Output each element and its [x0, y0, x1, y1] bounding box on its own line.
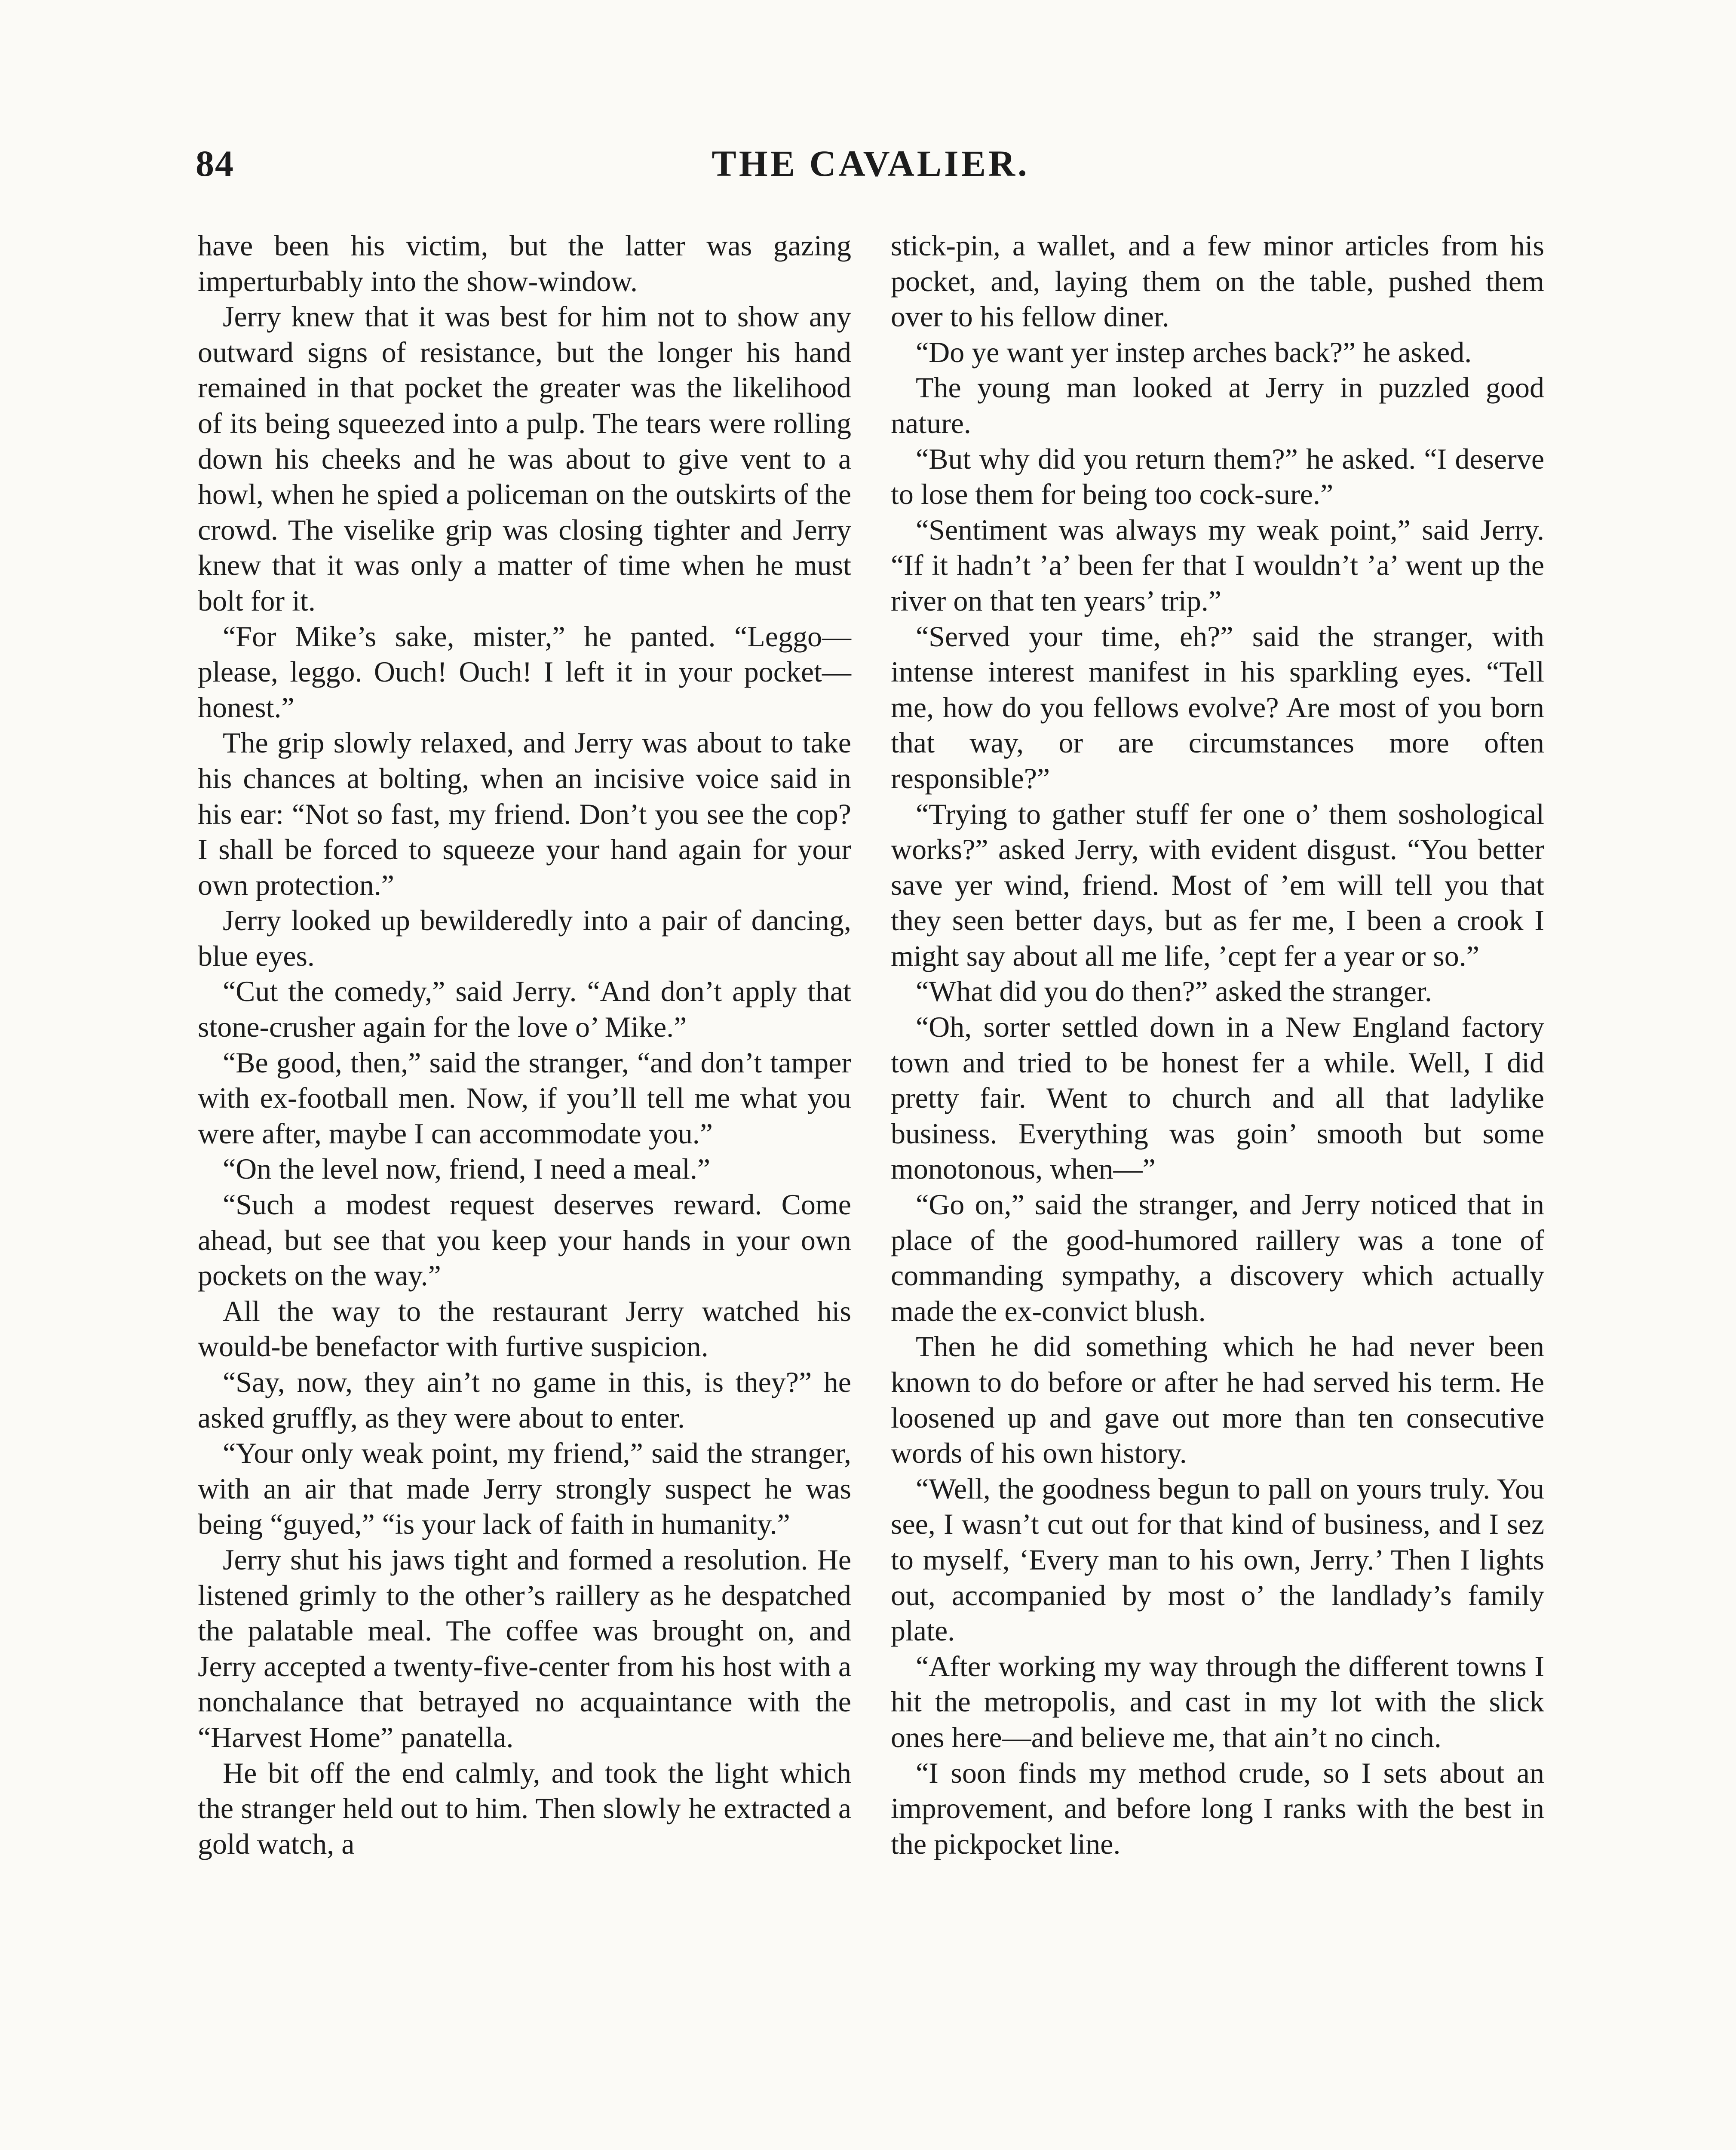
paragraph: “Your only weak point, my friend,” said the stranger, with an air that made Jerry strongly suspect he was being “guyed,” “is your lack of faith in humanity.” [198, 1437, 851, 1541]
paragraph: “Sentiment was always my weak point,” said Jerry. “If it hadn’t ’a’ been fer that I wouldn’t ’a’ went up the river on that ten years’ trip.” [891, 513, 1544, 617]
paragraph: All the way to the restaurant Jerry watched his would-be benefactor with furtive suspicion. [198, 1294, 851, 1363]
paragraph: He bit off the end calmly, and took the light which the stranger held out to him. Then slowly he extracted a gold watch, a [198, 1756, 851, 1860]
paragraph: “Served your time, eh?” said the stranger, with intense interest manifest in his sparkling eyes. “Tell me, how do you fellows evolve? Are most of you born that way, or are circumstances more often responsible?” [891, 620, 1544, 795]
paragraph: The young man looked at Jerry in puzzled good nature. [891, 371, 1544, 439]
paragraph: “What did you do then?” asked the stranger. [916, 975, 1432, 1008]
paragraph: “Be good, then,” said the stranger, “and don’t tamper with ex-football men. Now, if you’ll tell me what you were after, maybe I can accommodate you.” [198, 1046, 851, 1150]
paragraph: “I soon finds my method crude, so I sets about an improvement, and before long I ranks with the best in the pickpocket line. [891, 1756, 1544, 1860]
paragraph: “Well, the goodness begun to pall on yours truly. You see, I wasn’t cut out for that kind of business, and I sez to myself, ‘Every man to his own, Jerry.’ Then I lights out, accompanied by most o’ the landlady’s family plate. [891, 1472, 1544, 1647]
paragraph: “Do ye want yer instep arches back?” he asked. [916, 335, 1472, 369]
left-column [198, 228, 851, 1861]
paragraph: “But why did you return them?” he asked. “I deserve to lose them for being too cock-sure.” [891, 442, 1544, 511]
paragraph: have been his victim, but the latter was gazing imperturbably into the show-window. [198, 229, 851, 298]
paragraph: “Such a modest request deserves reward. Come ahead, but see that you keep your hands in your own pockets on the way.” [198, 1188, 851, 1292]
paragraph: “Cut the comedy,” said Jerry. “And don’t apply that stone-crusher again for the love o’ Mike.” [198, 975, 851, 1044]
paragraph: “After working my way through the different towns I hit the metropolis, and cast in my lot with the slick ones here—and believe me, that ain’t no cinch. [891, 1649, 1544, 1754]
right-column [891, 228, 1544, 1861]
paragraph: stick-pin, a wallet, and a few minor articles from his pocket, and, laying them on the table, pushed them over to his fellow diner. [891, 229, 1544, 333]
paragraph: The grip slowly relaxed, and Jerry was about to take his chances at bolting, when an incisive voice said in his ear: “Not so fast, my friend. Don’t you see the cop? I shall be forced to squeeze your hand again for your own protection.” [198, 726, 851, 901]
paragraph: Then he did something which he had never been known to do before or after he had served his term. He loosened up and gave out more than ten consecutive words of his own history. [891, 1330, 1544, 1470]
paragraph: “On the level now, friend, I need a meal.” [223, 1152, 711, 1186]
paragraph: “Go on,” said the stranger, and Jerry noticed that in place of the good-humored raillery was a tone of commanding sympathy, a discovery which actually made the ex-convict blush. [891, 1188, 1544, 1327]
page-number: 84 [196, 143, 234, 184]
paragraph: Jerry looked up bewilderedly into a pair of dancing, blue eyes. [198, 904, 851, 972]
running-title: THE CAVALIER. [712, 143, 1030, 184]
paragraph: “For Mike’s sake, mister,” he panted. “Leggo—please, leggo. Ouch! Ouch! I left it in your pocket—honest.” [198, 620, 851, 724]
paragraph: “Oh, sorter settled down in a New England factory town and tried to be honest fer a while. Well, I did pretty fair. Went to church and all that ladylike business. Everything was goin’ smooth but some monotonous, when—” [891, 1010, 1544, 1186]
paragraph: Jerry knew that it was best for him not to show any outward signs of resistance, but the longer his hand remained in that pocket the greater was the likelihood of its being squeezed into a pulp. The tears were rolling down his cheeks and he was about to give vent to a howl, when he spied a policeman on the outskirts of the crowd. The viselike grip was closing tighter and Jerry knew that it was only a matter of time when he must bolt for it. [198, 300, 851, 617]
page-header [196, 142, 1546, 202]
paragraph: Jerry shut his jaws tight and formed a resolution. He listened grimly to the other’s raillery as he despatched the palatable meal. The coffee was brought on, and Jerry accepted a twenty-five-center from his host with a nonchalance that betrayed no acquaintance with the “Harvest Home” panatella. [198, 1543, 851, 1754]
paragraph: “Say, now, they ain’t no game in this, is they?” he asked gruffly, as they were about to enter. [198, 1366, 851, 1434]
paragraph: “Trying to gather stuff fer one o’ them soshological works?” asked Jerry, with evident disgust. “You better save yer wind, friend. Most of ’em will tell you that they seen better days, but as fer me, I been a crook I might say about all me life, ’cept fer a year or so.” [891, 797, 1544, 972]
